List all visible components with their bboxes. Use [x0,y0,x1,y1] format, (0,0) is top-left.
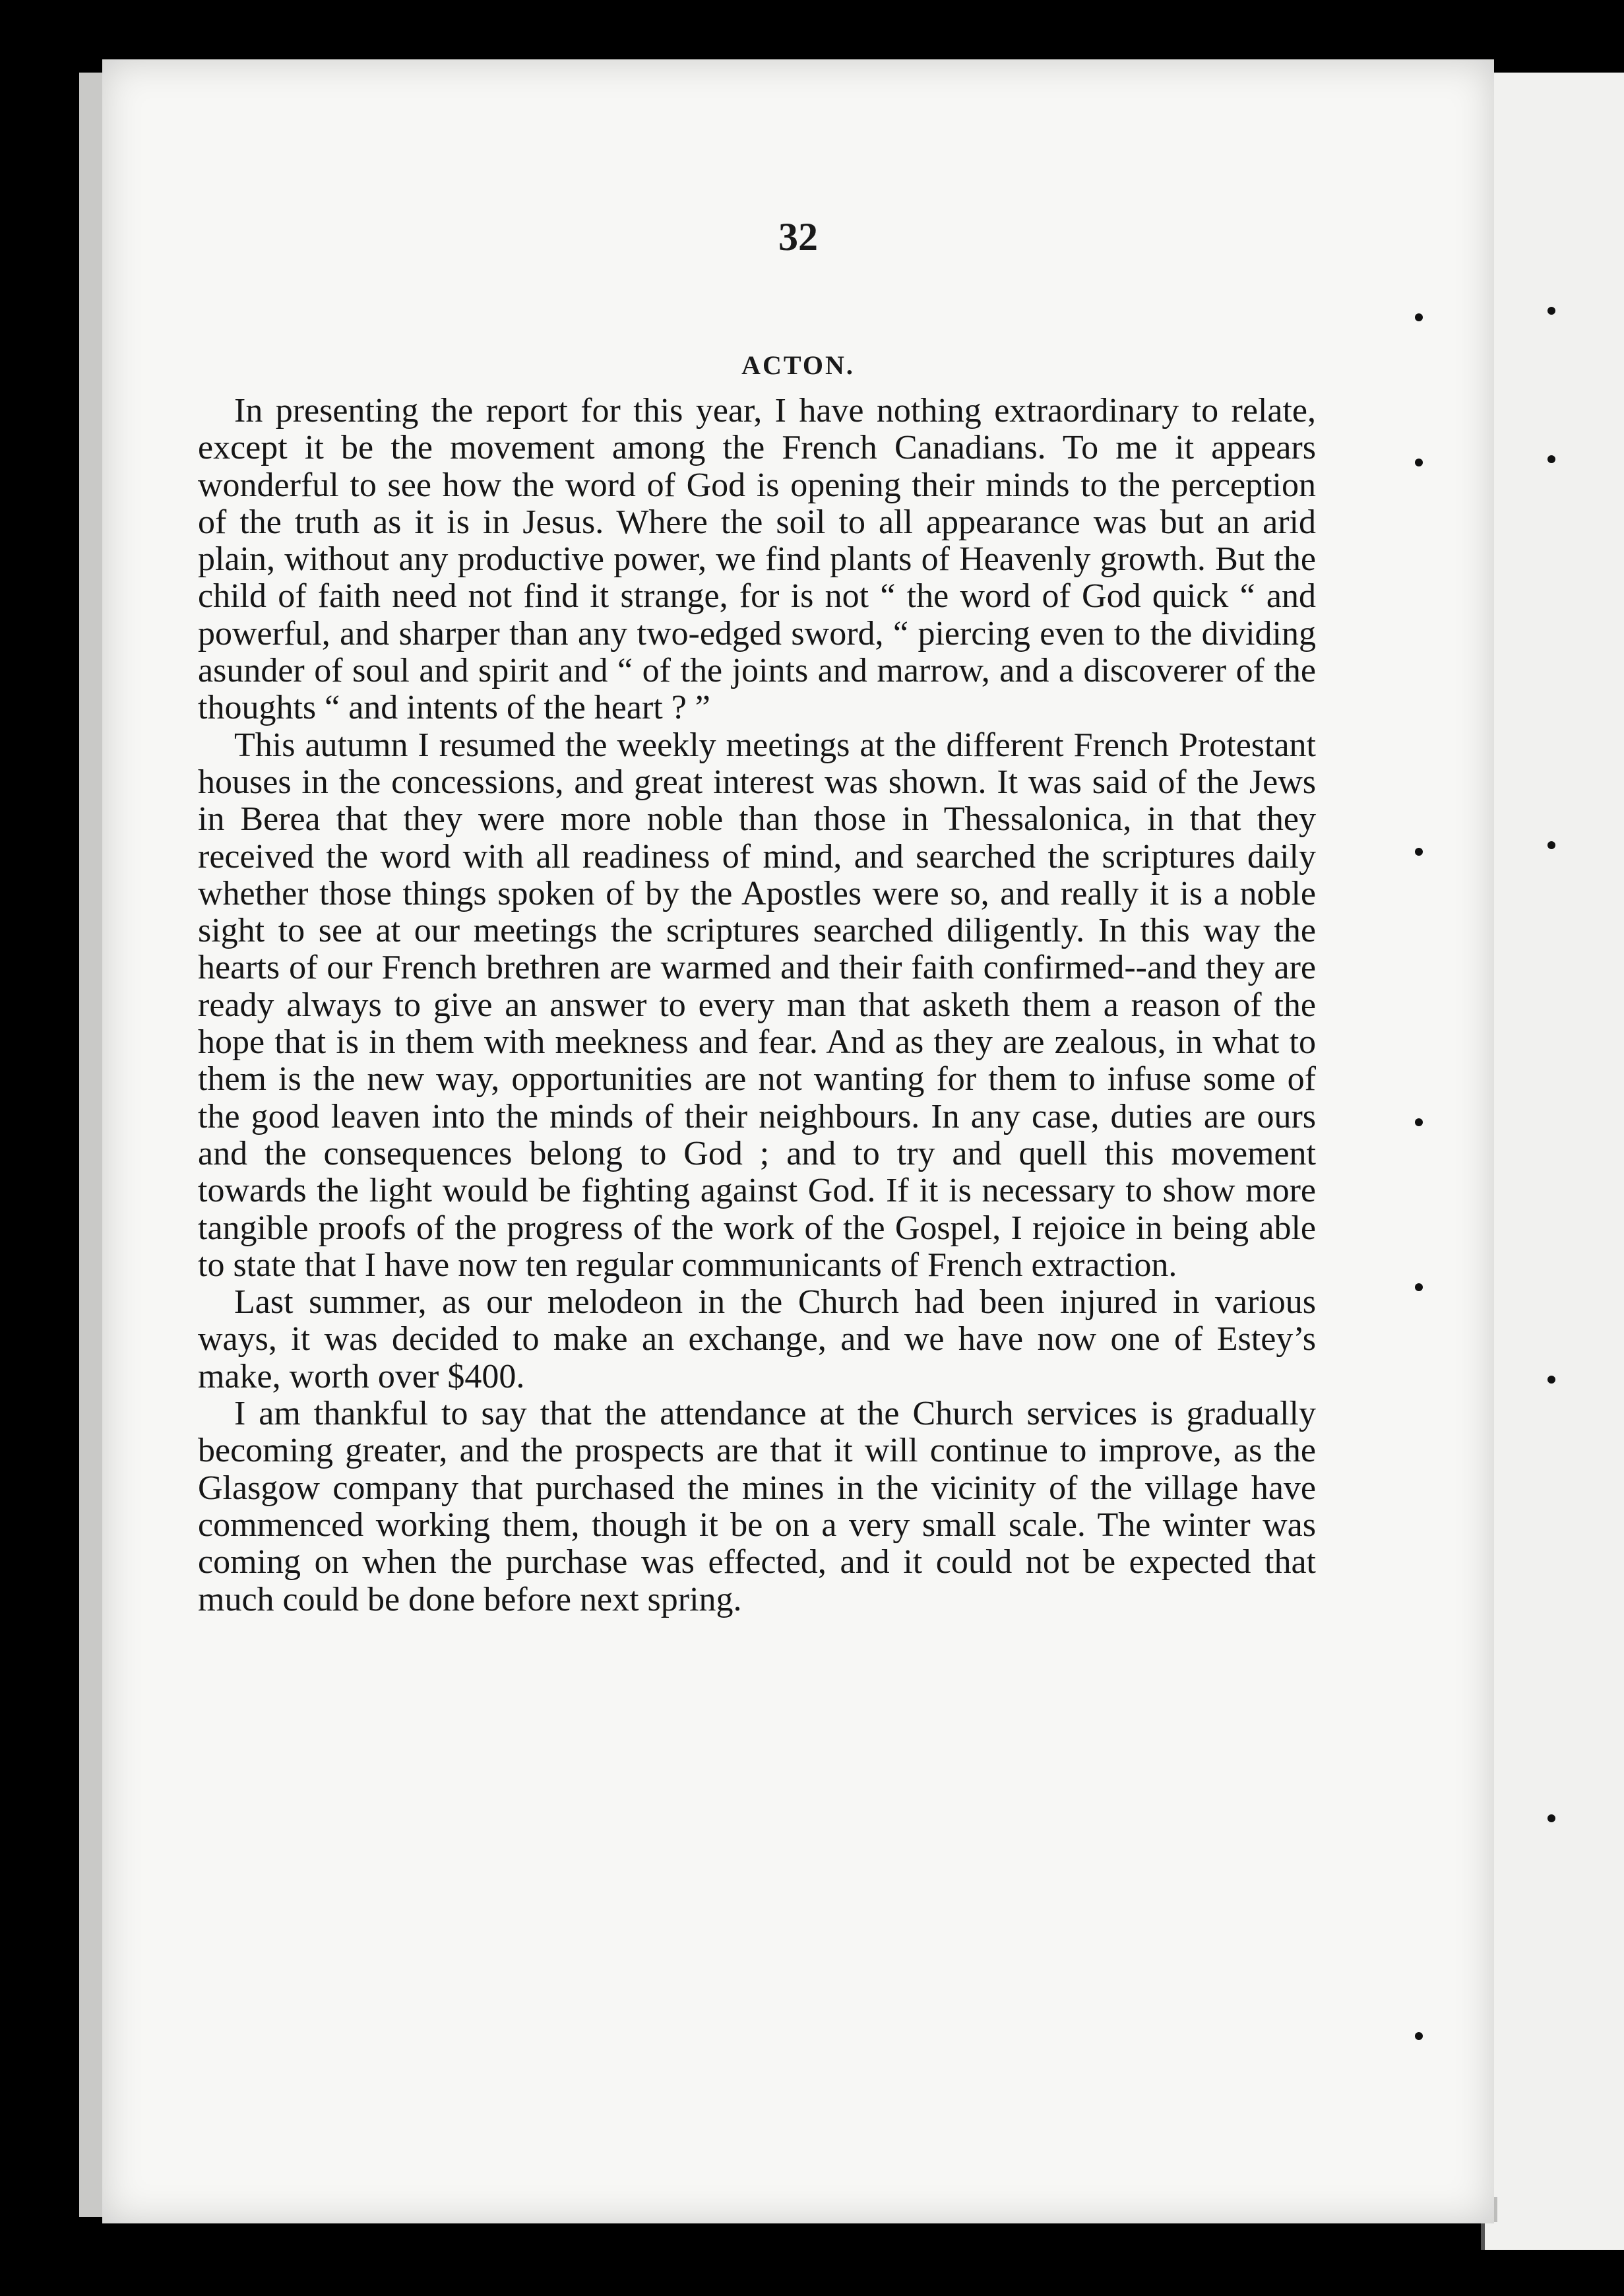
paragraph-1: In presenting the report for this year, I have nothing extraordinary to relate, except it be the movement among the French Canadians. To me it appears wonderful to see how the word of God is opening their minds to the perception of the truth as it is in Jesus. Where the soil to all appearance was but an arid plain, without any productive power, we find plants of Heavenly growth. But the child of faith need not find it strange, for is not “ the word of God quick “ and powerful, and sharper than any two-edged sword, “ piercing even to the dividing asunder of soul and spirit and “ of the joints and marrow, and a discoverer of the thoughts “ and intents of the heart ? ” [198,392,1316,727]
facing-page-edge [1481,73,1624,2250]
margin-mark [1415,1118,1423,1126]
margin-mark [1415,848,1423,856]
margin-mark [1547,307,1555,315]
paragraph-2: This autumn I resumed the weekly meetings at the different French Protestant houses in the concessions, and great interest was shown. It was said of the Jews in Berea that they were more noble than those in Thessalonica, in that they received the word with all readiness of mind, and searched the scriptures daily whether those things spoken of by the Apostles were so, and really it is a noble sight to see at our meetings the scriptures searched diligently. In this way the hearts of our French brethren are warmed and their faith confirmed--and they are ready always to give an answer to every man that asketh them a reason of the hope that is in them with meekness and fear. And as they are zealous, in what to them is the new way, opportunities are not wanting for them to infuse some of the good leaven into the minds of their neighbours. In any case, duties are ours and the consequences belong to God ; and to try and quell this movement towards the light would be fighting against God. If it is necessary to show more tangible proofs of the progress of the work of the Gospel, I rejoice in being able to state that I have now ten regular communicants of French extraction. [198,726,1316,1284]
document-page [102,59,1494,2223]
margin-mark [1547,1376,1555,1384]
margin-mark [1415,2032,1423,2040]
margin-mark [1547,841,1555,849]
section-heading: ACTON. [741,350,855,380]
margin-mark [1415,313,1423,321]
page-edge [79,73,106,2217]
margin-mark [1547,455,1555,463]
margin-mark [1415,459,1423,466]
body-text [198,393,1316,1618]
paragraph-4: I am thankful to say that the attendance at the Church services is gradually becoming greater, and the prospects are that it will continue to improve, as the Glasgow company that purchased the mines in the vicinity of the village have commenced working them, though it be on a very small scale. The winter was coming on when the purchase was effected, and it could not be expected that much could be done before next spring. [198,1395,1316,1618]
paragraph-3: Last summer, as our melodeon in the Church had been injured in various ways, it was decided to make an exchange, and we have now one of Estey’s make, worth over $400. [198,1283,1316,1395]
margin-mark [1415,1283,1423,1291]
margin-mark [1547,1814,1555,1822]
page-number: 32 [778,215,818,259]
